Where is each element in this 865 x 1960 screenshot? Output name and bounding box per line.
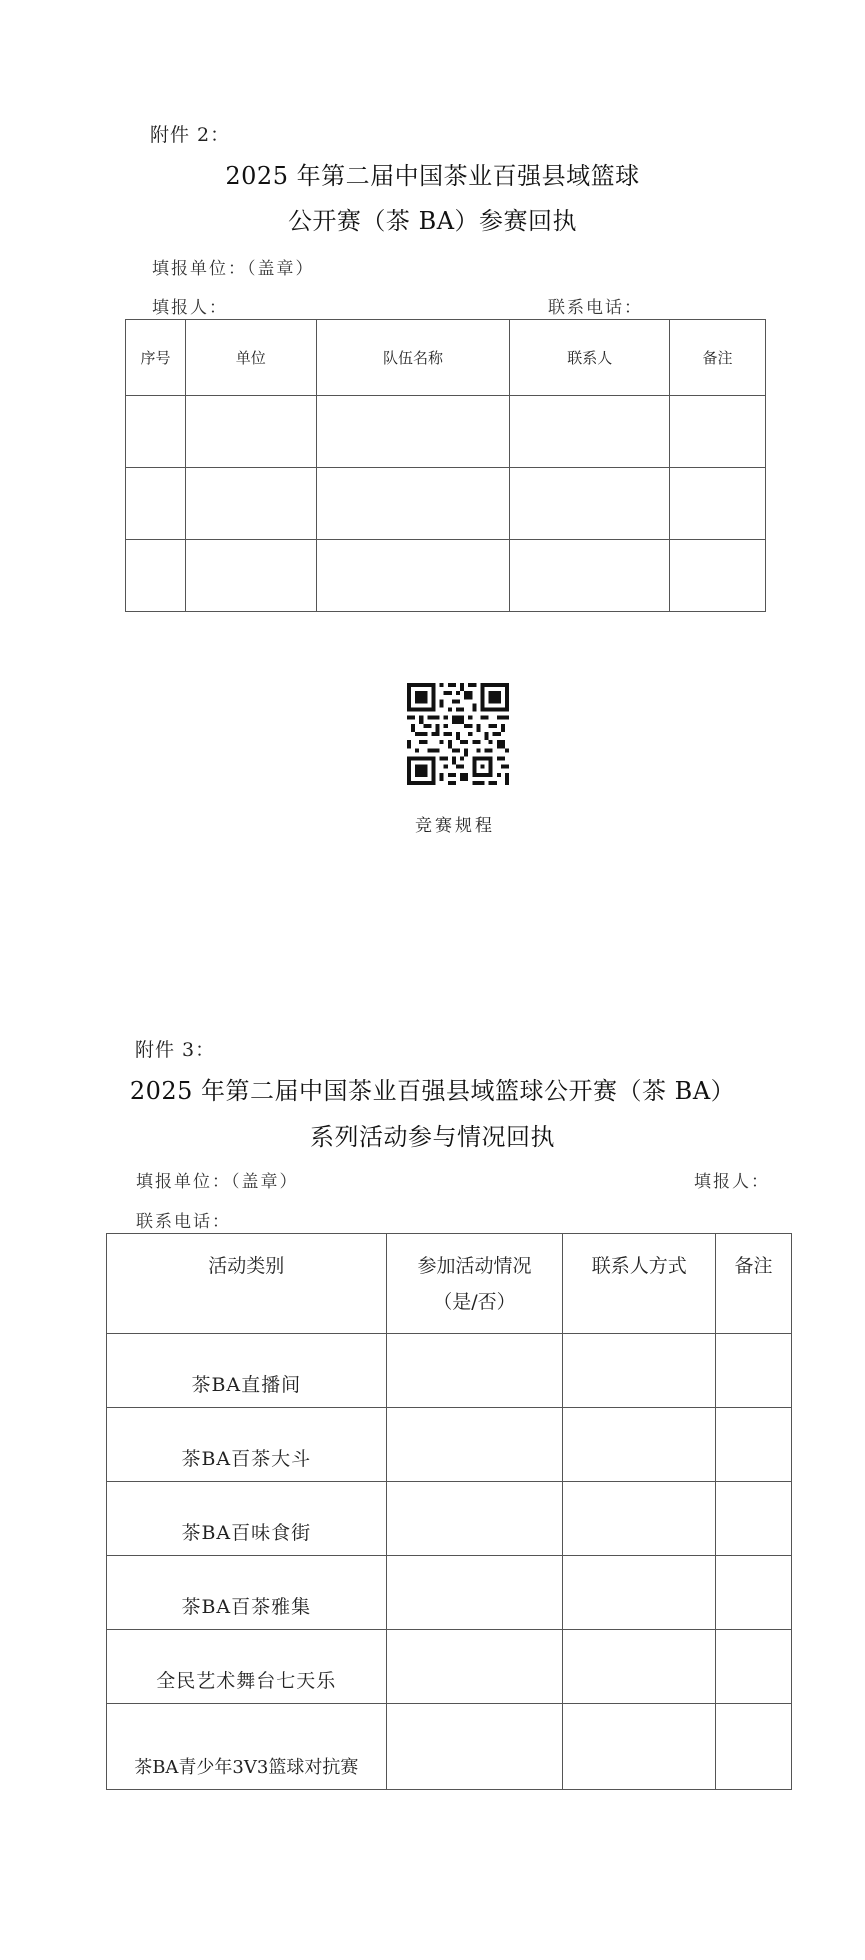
table-row xyxy=(107,1408,792,1482)
attachment-2-contact-phone: 联系电话： xyxy=(548,298,643,318)
attachment-2-title-line2: 公开赛（茶 BA）参赛回执 xyxy=(287,207,578,235)
table-cell[interactable] xyxy=(563,1556,716,1630)
table-cell[interactable] xyxy=(386,1556,563,1630)
table-cell[interactable] xyxy=(510,468,670,540)
table-cell[interactable] xyxy=(316,396,510,468)
table-cell[interactable] xyxy=(386,1482,563,1556)
table-cell[interactable] xyxy=(563,1334,716,1408)
header-unit: 单位 xyxy=(185,320,316,396)
table-row xyxy=(107,1630,792,1704)
attachment-2-fill-unit: 填报单位：（盖章） xyxy=(152,259,315,279)
header-activity-category: 活动类别 xyxy=(107,1234,387,1334)
table-cell[interactable] xyxy=(126,468,186,540)
table-cell[interactable] xyxy=(386,1630,563,1704)
header-remarks: 备注 xyxy=(716,1234,792,1334)
table-header-row xyxy=(126,320,766,396)
activity-name: 茶BA百味食街 xyxy=(107,1482,387,1556)
table-row xyxy=(107,1556,792,1630)
table-cell[interactable] xyxy=(386,1704,563,1790)
table-cell[interactable] xyxy=(126,540,186,612)
table-cell[interactable] xyxy=(185,396,316,468)
table-cell[interactable] xyxy=(563,1408,716,1482)
qr-code-image[interactable] xyxy=(407,683,509,785)
table-row xyxy=(126,396,766,468)
activity-name: 茶BA百茶雅集 xyxy=(107,1556,387,1630)
table-header-row xyxy=(107,1234,792,1334)
attachment-3-fill-unit: 填报单位：（盖章） xyxy=(136,1172,299,1192)
table-cell[interactable] xyxy=(716,1556,792,1630)
table-row xyxy=(107,1704,792,1790)
activity-name: 茶BA青少年3V3篮球对抗赛 xyxy=(107,1704,387,1790)
attachment-2-label: 附件 2： xyxy=(150,124,231,146)
table-cell[interactable] xyxy=(670,396,766,468)
header-remarks: 备注 xyxy=(670,320,766,396)
table-cell[interactable] xyxy=(510,540,670,612)
attachment-3-contact-phone: 联系电话： xyxy=(136,1212,231,1232)
table-row xyxy=(107,1334,792,1408)
activity-name: 全民艺术舞台七天乐 xyxy=(107,1630,387,1704)
header-participation: 参加活动情况 （是/否） xyxy=(386,1234,563,1334)
attachment-3-table xyxy=(106,1233,792,1790)
table-cell[interactable] xyxy=(716,1630,792,1704)
table-row xyxy=(126,540,766,612)
table-cell[interactable] xyxy=(510,396,670,468)
attachment-3-title-line2: 系列活动参与情况回执 xyxy=(310,1123,555,1151)
table-cell[interactable] xyxy=(716,1408,792,1482)
attachment-3-fill-person: 填报人： xyxy=(694,1172,770,1192)
header-team-name: 队伍名称 xyxy=(316,320,510,396)
table-row xyxy=(107,1482,792,1556)
header-contact: 联系人 xyxy=(510,320,670,396)
attachment-3-label: 附件 3： xyxy=(135,1039,216,1061)
table-cell[interactable] xyxy=(316,468,510,540)
attachment-3-title-line1: 2025 年第二届中国茶业百强县域篮球公开赛（茶 BA） xyxy=(129,1077,736,1105)
attachment-2-title-line1: 2025 年第二届中国茶业百强县域篮球 xyxy=(225,162,640,190)
header-index: 序号 xyxy=(126,320,186,396)
qr-caption: 竞赛规程 xyxy=(415,816,495,836)
attachment-2-fill-person: 填报人： xyxy=(152,298,228,318)
table-cell[interactable] xyxy=(716,1482,792,1556)
table-cell[interactable] xyxy=(716,1334,792,1408)
table-cell[interactable] xyxy=(670,468,766,540)
table-cell[interactable] xyxy=(126,396,186,468)
table-cell[interactable] xyxy=(563,1630,716,1704)
table-cell[interactable] xyxy=(563,1482,716,1556)
table-cell[interactable] xyxy=(563,1704,716,1790)
attachment-2-table xyxy=(125,319,766,612)
activity-name: 茶BA直播间 xyxy=(107,1334,387,1408)
table-cell[interactable] xyxy=(316,540,510,612)
activity-name: 茶BA百茶大斗 xyxy=(107,1408,387,1482)
table-cell[interactable] xyxy=(185,468,316,540)
table-cell[interactable] xyxy=(185,540,316,612)
table-cell[interactable] xyxy=(716,1704,792,1790)
table-cell[interactable] xyxy=(670,540,766,612)
table-cell[interactable] xyxy=(386,1334,563,1408)
header-contact-method: 联系人方式 xyxy=(563,1234,716,1334)
table-row xyxy=(126,468,766,540)
table-cell[interactable] xyxy=(386,1408,563,1482)
